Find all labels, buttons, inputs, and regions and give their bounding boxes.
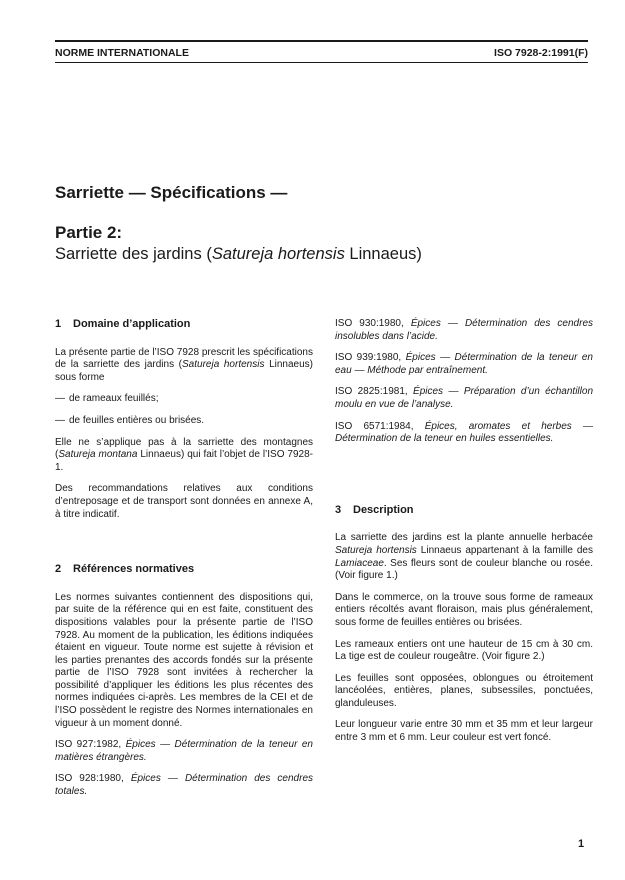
reference-item: ISO 927:1982, Épices — Détermination de la teneur en matières étrangères. — [55, 739, 313, 763]
paragraph: Leur longueur varie entre 30 mm et 35 mm et leur largeur entre 3 mm et 6 mm. Leur couleur est vert foncé. — [335, 719, 593, 744]
paragraph: Elle ne s’applique pas à la sarriette des montagnes (Satureja montana Linnaeus) qui fait l’objet de l’ISO 7928-1. — [55, 436, 313, 473]
header-standard-type: NORME INTERNATIONALE — [55, 47, 189, 59]
list-item: — de rameaux feuillés; — [55, 393, 159, 405]
part-title-prefix: Sarriette des jardins ( — [55, 245, 212, 263]
paragraph: La sarriette des jardins est la plante annuelle herbacée Satureja hortensis Linnaeus appartenant à la famille des Lamiaceae. Ses fleurs sont de couleur blanche ou rosée. (Voir figure 1.) — [335, 532, 593, 582]
list-item: — de feuilles entières ou brisées. — [55, 414, 205, 426]
part-title-species: Satureja hortensis — [211, 245, 345, 263]
document-title: Sarriette — Spécifications — — [55, 183, 288, 202]
left-column — [55, 318, 313, 808]
paragraph: Les normes suivantes contiennent des dispositions qui, par suite de la référence qui en est faite, constituent des dispositions valables pour la présente partie de l’ISO 7928. Au moment de la publication, les éditions indiquées étaient en vigueur. Toute norme est sujette à révision et les parties prenantes des accords fondés sur la présente partie de l’ISO 7928 sont invitées à rechercher la possibilité d’appliquer les éditions les plus récentes des normes indiquées ci-après. Les membres de la CEI et de l’ISO possèdent le registre des Normes internationales en vigueur à un moment donné. — [55, 591, 313, 729]
section-3-heading — [335, 504, 593, 517]
part-title — [55, 245, 588, 264]
section-number: 2 — [55, 563, 62, 576]
paragraph: Les rameaux entiers ont une hauteur de 15 cm à 30 cm. La tige est de couleur rougeâtre. (Voir figure 2.) — [335, 638, 593, 663]
paragraph: Les feuilles sont opposées, oblongues ou étroitement lancéolées, entières, planes, subsessiles, ponctuées, glanduleuses. — [335, 672, 593, 709]
section-1-heading — [55, 318, 313, 331]
paragraph: Des recommandations relatives aux conditions d’entreposage et de transport sont données en annexe A, à titre indicatif. — [55, 483, 313, 520]
reference-item: ISO 2825:1981, Épices — Préparation d’un échantillon moulu en vue de l’analyse. — [335, 386, 593, 410]
part-number: Partie 2: — [55, 223, 123, 242]
section-number: 1 — [55, 318, 62, 330]
header-standard-number: ISO 7928-2:1991(F) — [494, 47, 588, 59]
section-title: Description — [353, 503, 414, 516]
paragraph: Dans le commerce, on la trouve sous forme de rameaux entiers récoltés avant floraison, mais plus généralement, sous forme de feuilles entières ou brisées. — [335, 591, 593, 628]
running-header — [55, 40, 588, 63]
section-number: 3 — [335, 503, 342, 516]
title-block — [55, 183, 588, 264]
reference-item: ISO 928:1980, Épices — Détermination des cendres totales. — [55, 773, 313, 798]
right-column — [335, 318, 593, 754]
section-title: Références normatives — [73, 563, 195, 576]
reference-item: ISO 6571:1984, Épices, aromates et herbes — Détermination de la teneur en huiles essentielles. — [335, 420, 593, 445]
part-title-suffix: Linnaeus) — [344, 245, 422, 263]
reference-item: ISO 930:1980, Épices — Détermination des cendres insolubles dans l’acide. — [335, 318, 593, 342]
section-title: Domaine d’application — [73, 318, 191, 330]
paragraph: La présente partie de l’ISO 7928 prescrit les spécifications de la sarriette des jardins (Satureja hortensis Linnaeus) sous forme — [55, 346, 313, 383]
reference-item: ISO 939:1980, Épices — Détermination de la teneur en eau — Méthode par entraînement. — [335, 352, 593, 376]
section-2-heading — [55, 563, 313, 576]
page-number: 1 — [578, 838, 585, 850]
